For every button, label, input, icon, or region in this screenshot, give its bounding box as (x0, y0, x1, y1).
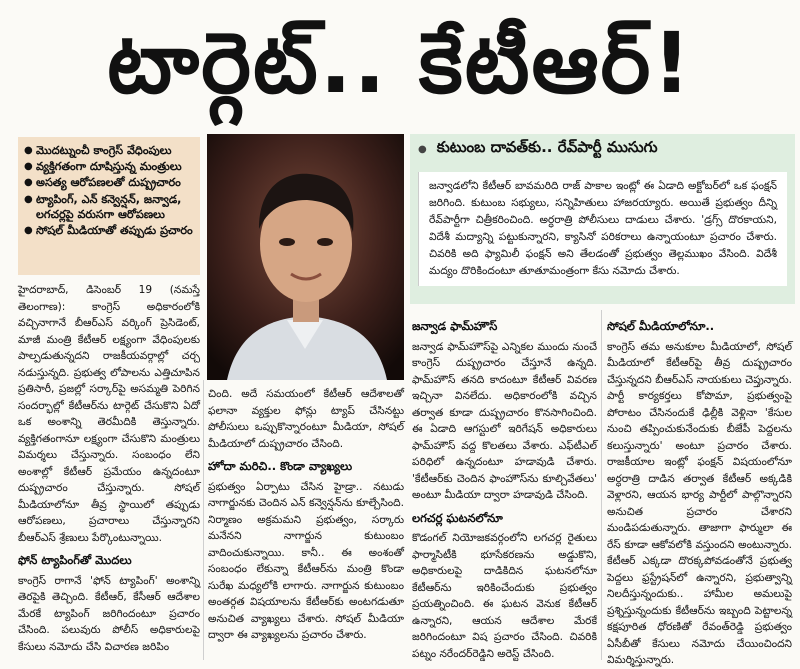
article-lead: హైదరాబాద్, డిసెంబర్ 19 (నమస్తే తెలంగాణ): కాంగ్రెస్ అధికారంలోకి వచ్చినాగానే బీఆర్ఎస్ వర్కింగ్ ప్రెసిడెంట్, మాజీ మంత్రి కేటీఆర్ లక్ష్యంగా వేధింపులకు పాల్పడుతున్నదని రాజకీయవర్గాల్లో చర్చ నడుస్తున్నది. ప్రభుత్వ లోపాలను ఎత్తిచూపిన ప్రతిసారీ, ప్రజల్లో సర్కార్‌పై అసమ్మతి పెరిగిన సందర్భాల్లో కేటీఆర్‌ను టార్గెట్ చేసుకొని ఏదో ఒక అంశాన్ని తెరమీదికి తెస్తున్నారు. వ్యక్తిగతంగానూ లక్ష్యంగా చేసుకొని మంత్రులు విమర్శలు చేస్తున్నారు. సంబంధం లేని అంశాల్లో కేటీఆర్ ప్రమేయం ఉన్నదంటూ దుష్ప్రచారం చేస్తున్నారు. సోషల్ మీడియాలోనూ తీవ్ర స్థాయిలో తప్పుడు ఆరోపణలు, ప్రచారాలు చేస్తున్నారని బీఆర్ఎస్ శ్రేణులు పేర్కొంటున్నాయి. (18, 284, 200, 544)
subhead-social-media: సోషల్ మీడియాలోనూ.. (607, 319, 715, 333)
bullet-item (24, 143, 194, 158)
bullet-text: అసత్య ఆరోపణలతో దుష్ప్రచారం (36, 176, 181, 190)
article-text: కొడంగల్ నియోజకవర్గంలోని లగచర్ల రైతులు ఫార్మాసిటీకి భూసేకరణను అడ్డుకొని, అధికారులపై దాడికిదిన ఘటనలోనూ కేటీఆర్‌ను ఇరికించేందుకు ప్రభుత్వం ప్రయత్నించింది. ఈ ఘటన వెనుక కేటీఆర్ ఉన్నారని, ఆయన ఆదేశాల మేరకే జరిగిందంటూ విష ప్రచారం చేసింది. చివరికి పట్నం నరేందర్‌రెడ్డిని అరెస్ట్ చేసింది. (412, 532, 597, 660)
bullet-icon: ● (24, 161, 33, 173)
bullet-item (24, 175, 194, 190)
box-title-text: కుటుంబ దావత్‌కు.. రేవ్‌పార్టీ ముసుగు (436, 138, 658, 156)
box-text: జన్వాడలోని కేటీఆర్ బావమరిది రాజ్ పాకాల ఇంట్లో ఈ ఏడాది అక్టోబర్‌లో ఒక ఫంక్షన్ జరిగింది. కుటుంబ సభ్యులు, సన్నిహితులు హాజరయ్యారు. అయితే ప్రభుత్వం దీన్ని రేవ్‌పార్టీగా చిత్రీకరించింది. అర్ధరాత్రి పోలీసులు దాడులు చేశారు. 'డ్రగ్స్ దొరకాయని, విదేశీ మద్యాన్ని పట్టుకున్నారని, క్యాసినో పరికరాలు ఉన్నాయంటూ ప్రచారం చేశారు. చివరికి అది ఫ్యామిలీ ఫంక్షన్ అని తేలడంతో ప్రభుత్వం తెల్లముఖం వేసింది. విదేశీ మద్యం దొరికిందంటూ తూతూమంత్రంగా కేసు నమోదు చేశారు. (418, 172, 787, 286)
portrait-photo (207, 134, 404, 380)
bullet-icon: ● (24, 193, 33, 205)
column-1 (18, 282, 200, 655)
column-divider (203, 380, 204, 660)
bullet-text: సోషల్ మీడియాతో తప్పుడు ప్రచారం (36, 224, 193, 238)
headline: టార్గెట్.. కేటీఆర్! (107, 13, 693, 112)
article-text: ప్రభుత్వం ఏర్పాటు చేసిన హైడ్రా.. నటుడు నాగార్జునకు చెందిన ఎన్ కన్వెన్షన్‌ను కూల్చేసింది. నిర్మాణం అక్రమమని ప్రభుత్వం, సర్కారు మనేనని నాగార్జున కుటుంబం వాదించుకున్నాయి. కానీ.. ఈ అంశంతో సంబంధం లేకున్నా కేటీఆర్‌ను మంత్రి కొండా సురేఖ మధ్యలోకి లాగారు. నాగార్జున కుటుంబం అంతర్గత విషయాలను కేటీఆర్‌కు అంటగడుతూ అనుచిత వ్యాఖ్యలు చేశారు. సోషల్ మీడియా ద్వారా ఈ వ్యాఖ్యలను ప్రచారం చేశారు. (208, 480, 404, 641)
subhead-konda-comments: హోదా మరిచి.. కొండా వ్యాఖ్యలు (208, 459, 353, 473)
article-text: చింది. అదే సమయంలో కేటీఆర్ ఆదేశాలతో ఫలానా వ్యక్తుల ఫోన్లు ట్యాప్ చేసినట్టు పోలీసులు ఒప్పుకొన్నారంటూ మీడియా, సోషల్ మీడియాలో దుష్ప్రచారం చేసింది. (208, 388, 404, 450)
bullet-item (24, 223, 194, 238)
article-text: కాంగ్రెస్ రాగానే 'ఫోన్ ట్యాపింగ్' అంశాన్ని తెరపైకి తెచ్చింది. కేటీఆర్, కేసీఆర్ ఆదేశాల మేరకే ట్యాపింగ్ జరిగిందంటూ ప్రచారం చేసింది. పలువురు పోలీస్ అధికారులపై కేసులు నమోదు చేసి విచారణ జరిపిం (18, 574, 200, 653)
bullet-text: మొదట్నుంచీ కాంగ్రెస్ వేధింపులు (36, 144, 172, 157)
bullet-text: ట్యాపింగ్, ఎన్ కన్వెన్షన్, జన్వాడ, లగచర్లపై వరుసగా ఆరోపణలు (36, 192, 182, 221)
bullet-text: వ్యక్తిగతంగా దూషిస్తున్న మంత్రులు (36, 160, 182, 174)
article-text: జన్వాడ ఫామ్‌హౌస్‌పై ఎన్నికల ముందు నుంచే కాంగ్రెస్ దుష్ప్రచారం చేస్తూనే ఉన్నది. ఫామ్‌హౌస్ తనది కాదంటూ కేటీఆర్ వివరణ ఇచ్చినా వినలేదు. అధికారంలోకి వచ్చిన తర్వాత కూడా దుష్ప్రచారం కొనసాగించింది. ఈ ఏడాది ఆగస్టులో ఇరిగేషన్ అధికారులు ఫామ్‌హౌస్ వద్ద కొలతలు వేశారు. ఎఫ్‌టీఎల్ పరిధిలో ఉన్నదంటూ హడావుడి చేశారు. 'కేటీఆర్‌కు చెందిన ఫాంహౌస్‌ను కూల్చివేతలు' అంటూ మీడియా ద్వారా హడావుడి చేసింది. (412, 340, 597, 501)
sidebar-box (410, 134, 795, 304)
bullet-list (18, 137, 200, 275)
column-2 (208, 386, 404, 644)
subhead-phone-tapping: ఫోన్ ట్యాపింగ్‌తో మొదలు (18, 553, 132, 567)
bullet-icon: ● (24, 177, 33, 189)
bullet-item (24, 192, 194, 222)
box-title (418, 134, 787, 164)
column-divider (601, 310, 602, 660)
portrait-illustration (207, 134, 404, 380)
bullet-item (24, 159, 194, 174)
bullet-icon: ● (24, 145, 33, 156)
column-3 (412, 312, 597, 662)
bullet-icon: ● (418, 143, 427, 155)
column-4 (607, 312, 792, 669)
article-text: కాంగ్రెస్ తమ అనుకూల మీడియాలో, సోషల్ మీడియాలో కేటీఆర్‌పై తీవ్ర దుష్ప్రచారం చేస్తున్నదని బీఆర్ఎస్ నాయకులు చెప్తున్నారు. పార్టీ కార్యకర్తలు కోపొమా, ప్రభుత్వంపై పోరాటం చేసినందుకే ఢిల్లీకి వెళ్లినా 'కేసుల నుంచి తప్పించుకునేందుకు బీజేపీ పెద్దలను కలుస్తున్నారు' అంటూ ప్రచారం చేశారు. రాజకీయాల ఇంట్లో ఫంక్షన్ విషయంలోనూ అర్ధరాత్రి దాడిన తర్వాత కేటీఆర్ అక్కడికి వెళ్లారని, ఆయన భార్య పార్టీలో పాల్గొన్నారని అనుచిత ప్రచారం చేశారని మండిపడుతున్నారు. తాజాగా ఫార్ములా ఈ రేస్ కూడా ఆకోవలోకి వస్తుందని అంటున్నారు. కేటీఆర్ ఎక్కడా దొరక్కపోవడంతోనే ప్రభుత్వ పెద్దలు ఫ్రస్ట్రేషన్‌లో ఉన్నారని, ప్రభుత్వాన్ని నిలదీస్తున్నందుకు.. హామీల అమలుపై ప్రశ్నిస్తున్నందుకు కేటీఆర్‌ను ఇబ్బంది పెట్టాలన్న కక్షపూరిత ధోరణితో రేవంత్‌రెడ్డి ప్రభుత్వం ఏసీబీతో కేసులు నమోదు చేయించిందని విమర్శిస్తున్నారు. (607, 340, 792, 666)
subhead-lagacharla: లగచర్ల ఘటనలోనూ (412, 510, 503, 525)
subhead-janwada-farmhouse: జన్వాడ ఫామ్‌హౌస్ (412, 319, 498, 333)
bullet-icon: ● (24, 225, 33, 237)
